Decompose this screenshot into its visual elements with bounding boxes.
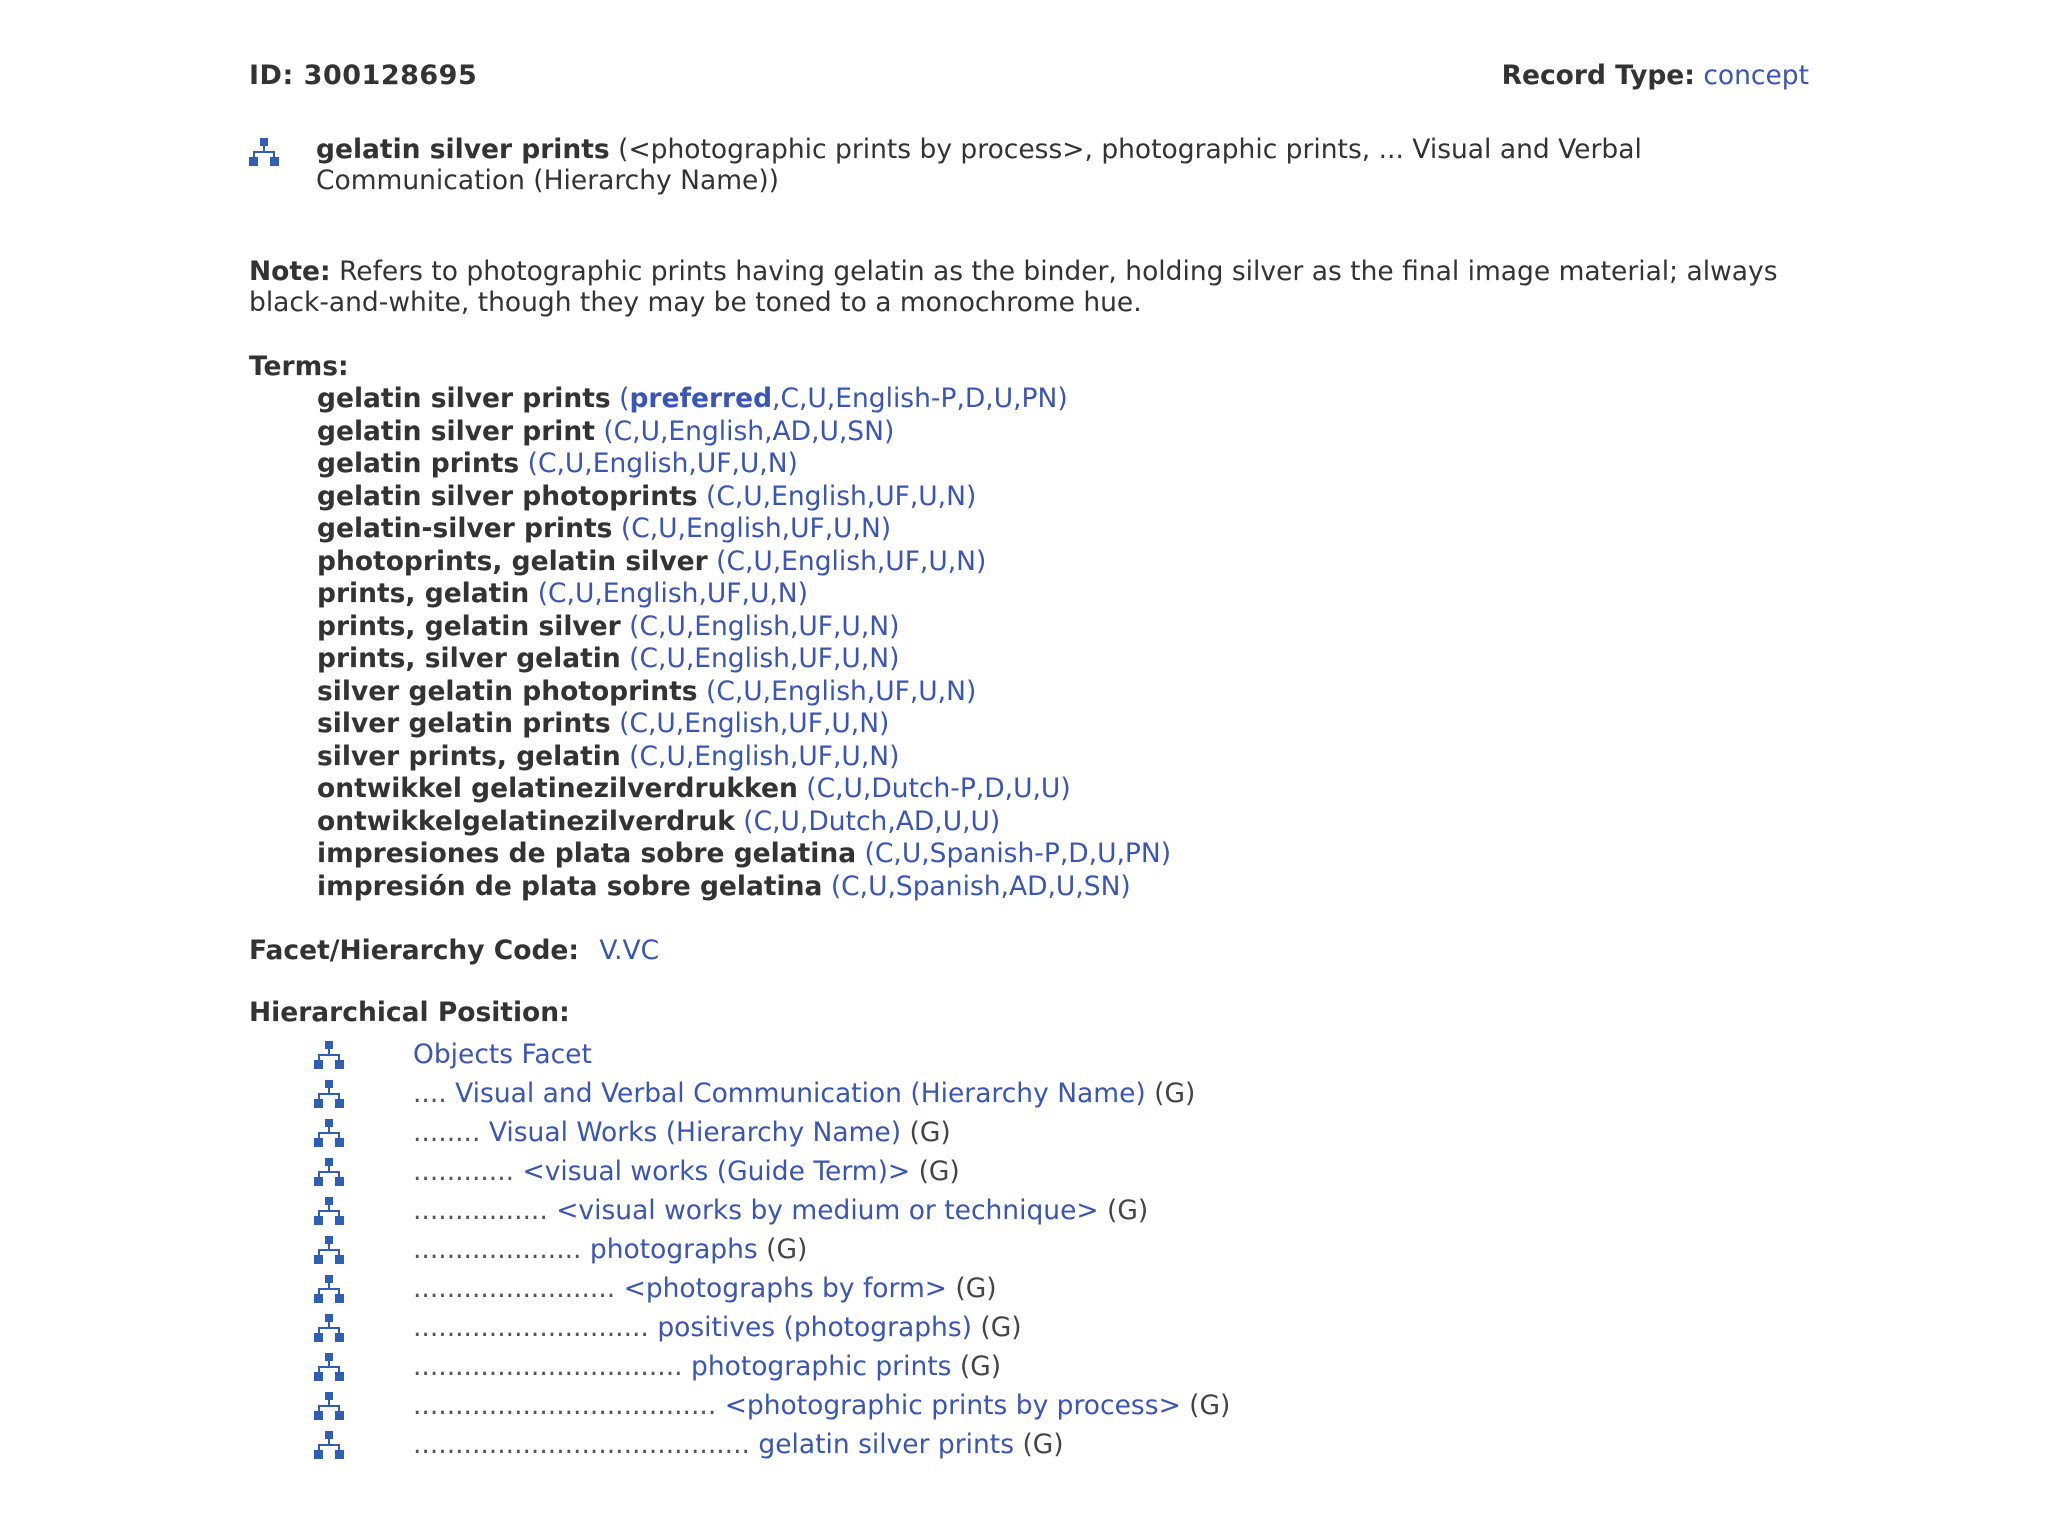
hierarchy-label: Hierarchical Position: bbox=[249, 997, 570, 1028]
hierarchy-suffix: (G) bbox=[1107, 1195, 1149, 1226]
hierarchy-item bbox=[249, 1386, 1809, 1425]
term-close-paren: ) bbox=[1057, 383, 1068, 414]
indent-dots: ................ bbox=[413, 1195, 548, 1226]
term-name: ontwikkelgelatinezilverdruk bbox=[317, 805, 735, 837]
hierarchy-tree-icon[interactable] bbox=[314, 1080, 344, 1108]
title-term: gelatin silver prints bbox=[316, 134, 610, 165]
term-name: prints, silver gelatin bbox=[317, 643, 621, 674]
term-item bbox=[317, 741, 1809, 774]
term-qualifiers[interactable]: C,U,English,UF,U,N bbox=[716, 675, 966, 707]
indent-dots: .................... bbox=[413, 1234, 582, 1265]
hierarchy-suffix: (G) bbox=[909, 1117, 951, 1148]
term-close-paren: ) bbox=[883, 415, 895, 447]
facet-label: Facet/Hierarchy Code: bbox=[249, 935, 579, 966]
term-qualifiers[interactable]: C,U,English,UF,U,N bbox=[639, 740, 890, 772]
hierarchy-tree-icon[interactable] bbox=[314, 1236, 344, 1264]
hierarchy-link[interactable]: Visual and Verbal Communication (Hierarchy Name) bbox=[455, 1078, 1146, 1109]
hierarchy-item bbox=[249, 1035, 1809, 1074]
hierarchy-tree-icon[interactable] bbox=[314, 1275, 344, 1303]
indent-dots: .................................... bbox=[413, 1390, 717, 1421]
hierarchy-item bbox=[249, 1425, 1809, 1464]
hierarchy-item bbox=[249, 1113, 1809, 1152]
hierarchy-list bbox=[249, 1035, 1809, 1464]
term-close-paren: ) bbox=[797, 578, 808, 609]
term-item bbox=[317, 676, 1809, 709]
term-qualifiers[interactable]: C,U,Spanish,AD,U,SN bbox=[841, 870, 1121, 902]
hierarchy-link[interactable]: Objects Facet bbox=[413, 1039, 592, 1070]
term-qualifiers[interactable]: C,U,English,AD,U,SN bbox=[613, 415, 884, 447]
term-open-paren: ( bbox=[629, 643, 640, 674]
note-text: Refers to photographic prints having gelatin as the binder, holding silver as the final image material; always black-and-white, though they may be toned to a monochrome hue. bbox=[249, 256, 1778, 318]
hierarchy-item bbox=[249, 1152, 1809, 1191]
term-item bbox=[317, 708, 1809, 741]
term-name: gelatin silver photoprints bbox=[317, 480, 698, 512]
term-open-paren: ( bbox=[830, 870, 842, 902]
term-open-paren: ( bbox=[806, 773, 817, 804]
term-open-paren: ( bbox=[716, 545, 727, 577]
term-name: ontwikkel gelatinezilverdrukken bbox=[317, 773, 798, 804]
term-item bbox=[317, 838, 1809, 871]
term-item bbox=[317, 643, 1809, 676]
hierarchy-item bbox=[249, 1347, 1809, 1386]
term-name: gelatin-silver prints bbox=[317, 513, 613, 544]
term-open-paren: ( bbox=[743, 805, 754, 837]
term-qualifiers[interactable]: C,U,English,UF,U,N bbox=[639, 643, 890, 674]
indent-dots: ........................................ bbox=[413, 1429, 750, 1460]
term-open-paren: ( bbox=[527, 448, 538, 479]
hierarchy-link[interactable]: gelatin silver prints bbox=[758, 1429, 1014, 1460]
term-name: silver prints, gelatin bbox=[317, 740, 621, 772]
hierarchy-link[interactable]: <visual works by medium or technique> bbox=[556, 1195, 1099, 1226]
record-type-link[interactable]: concept bbox=[1703, 60, 1809, 91]
hierarchy-link[interactable]: <photographic prints by process> bbox=[724, 1390, 1181, 1421]
term-qualifiers[interactable]: C,U,Dutch-P,D,U,U bbox=[816, 773, 1061, 804]
record-id-value: 300128695 bbox=[303, 60, 478, 91]
hierarchy-suffix: (G) bbox=[766, 1234, 808, 1265]
indent-dots: .... bbox=[413, 1078, 447, 1109]
hierarchy-item bbox=[249, 1308, 1809, 1347]
record-id-label: ID: bbox=[249, 60, 294, 91]
scope-note bbox=[249, 256, 1809, 318]
term-close-paren: ) bbox=[879, 708, 890, 739]
term-open-paren: ( bbox=[629, 610, 640, 642]
hierarchy-section bbox=[249, 997, 1809, 1464]
record-type-label: Record Type: bbox=[1501, 60, 1695, 91]
hierarchy-item bbox=[249, 1230, 1809, 1269]
term-name: silver gelatin photoprints bbox=[317, 675, 698, 707]
term-close-paren: ) bbox=[976, 545, 987, 577]
record-id bbox=[249, 60, 477, 92]
title-context: (<photographic prints by process>, photographic prints, ... Visual and Verbal Communication (Hierarchy Name)) bbox=[316, 134, 1642, 196]
term-close-paren: ) bbox=[889, 740, 900, 772]
record-title bbox=[249, 134, 1716, 198]
note-label: Note: bbox=[249, 256, 331, 287]
term-name: photoprints, gelatin silver bbox=[317, 545, 708, 577]
hierarchy-tree-icon[interactable] bbox=[249, 138, 279, 166]
term-open-paren: ( bbox=[864, 838, 875, 869]
term-name: gelatin silver print bbox=[317, 415, 595, 447]
term-open-paren: ( bbox=[537, 578, 549, 609]
hierarchy-suffix: (G) bbox=[1022, 1429, 1064, 1460]
terms-label: Terms: bbox=[249, 351, 349, 382]
term-close-paren: ) bbox=[965, 675, 977, 707]
term-item bbox=[317, 448, 1809, 481]
hierarchy-tree-icon[interactable] bbox=[314, 1119, 344, 1147]
term-name: impresión de plata sobre gelatina bbox=[317, 870, 823, 902]
hierarchy-tree-icon[interactable] bbox=[314, 1392, 344, 1420]
term-qualifiers[interactable]: C,U,Dutch,AD,U,U bbox=[753, 805, 990, 837]
indent-dots: ............ bbox=[413, 1156, 515, 1187]
term-qualifiers[interactable]: C,U,Spanish-P,D,U,PN bbox=[874, 838, 1161, 869]
hierarchy-tree-icon[interactable] bbox=[314, 1314, 344, 1342]
hierarchy-tree-icon[interactable] bbox=[314, 1353, 344, 1381]
term-open-paren: ( bbox=[603, 415, 614, 447]
term-close-paren: ) bbox=[787, 448, 798, 479]
record-type bbox=[1502, 60, 1809, 92]
term-list bbox=[249, 383, 1809, 903]
facet-section bbox=[249, 935, 1809, 967]
term-close-paren: ) bbox=[989, 805, 1001, 837]
term-open-paren: ( bbox=[706, 480, 717, 512]
hierarchy-item bbox=[249, 1191, 1809, 1230]
record-header bbox=[249, 60, 1809, 100]
term-qualifiers[interactable]: C,U,English,UF,U,N bbox=[716, 480, 966, 512]
hierarchy-suffix: (G) bbox=[1154, 1078, 1196, 1109]
term-item bbox=[317, 578, 1809, 611]
term-close-paren: ) bbox=[889, 643, 900, 674]
hierarchy-link[interactable]: Visual Works (Hierarchy Name) bbox=[488, 1117, 902, 1148]
term-name: silver gelatin prints bbox=[317, 708, 611, 739]
term-name: impresiones de plata sobre gelatina bbox=[317, 838, 857, 869]
hierarchy-suffix: (G) bbox=[980, 1312, 1022, 1343]
term-close-paren: ) bbox=[1160, 838, 1172, 869]
term-item bbox=[317, 611, 1809, 644]
record-page bbox=[249, 60, 1809, 1464]
indent-dots: ........ bbox=[413, 1117, 481, 1148]
term-qualifiers[interactable]: C,U,English,UF,U,N bbox=[631, 513, 881, 544]
hierarchy-link[interactable]: positives (photographs) bbox=[657, 1312, 972, 1343]
hierarchy-tree-icon[interactable] bbox=[314, 1041, 344, 1069]
facet-code-link[interactable]: V.VC bbox=[599, 935, 660, 966]
term-qualifiers[interactable]: C,U,English,UF,U,N bbox=[548, 578, 798, 609]
term-item bbox=[317, 481, 1809, 514]
hierarchy-link[interactable]: <visual works (Guide Term)> bbox=[522, 1156, 911, 1187]
term-item bbox=[317, 871, 1809, 904]
term-open-paren: ( bbox=[619, 708, 630, 739]
hierarchy-suffix: (G) bbox=[918, 1156, 960, 1187]
term-item bbox=[317, 383, 1809, 416]
hierarchy-item bbox=[249, 1074, 1809, 1113]
term-close-paren: ) bbox=[965, 480, 977, 512]
term-open-paren: ( bbox=[706, 675, 717, 707]
term-qualifiers[interactable]: ,C,U,English-P,D,U,PN bbox=[772, 383, 1058, 414]
term-close-paren: ) bbox=[880, 513, 892, 544]
hierarchy-link[interactable]: <photographs by form> bbox=[623, 1273, 947, 1304]
term-qualifiers[interactable]: C,U,English,UF,U,N bbox=[629, 708, 880, 739]
term-close-paren: ) bbox=[889, 610, 900, 642]
hierarchy-suffix: (G) bbox=[959, 1351, 1002, 1382]
term-item bbox=[317, 513, 1809, 546]
hierarchy-suffix: (G) bbox=[1189, 1390, 1231, 1421]
term-close-paren: ) bbox=[1060, 773, 1071, 804]
hierarchy-link[interactable]: photographs bbox=[589, 1234, 758, 1265]
hierarchy-tree-icon[interactable] bbox=[314, 1431, 344, 1459]
term-open-paren: ( bbox=[619, 383, 630, 414]
term-qualifiers[interactable]: C,U,English,UF,U,N bbox=[639, 610, 890, 642]
term-item bbox=[317, 546, 1809, 579]
term-preferred-flag[interactable]: preferred bbox=[629, 383, 773, 414]
term-item bbox=[317, 773, 1809, 806]
term-item bbox=[317, 416, 1809, 449]
hierarchy-link[interactable]: photographic prints bbox=[691, 1351, 952, 1382]
term-open-paren: ( bbox=[629, 740, 640, 772]
term-name: gelatin silver prints bbox=[317, 383, 611, 414]
indent-dots: ................................ bbox=[413, 1351, 683, 1382]
term-item bbox=[317, 806, 1809, 839]
hierarchy-suffix: (G) bbox=[955, 1273, 997, 1304]
term-name: gelatin prints bbox=[317, 448, 520, 479]
term-name: prints, gelatin bbox=[317, 578, 530, 609]
term-qualifiers[interactable]: C,U,English,UF,U,N bbox=[726, 545, 977, 577]
term-name: prints, gelatin silver bbox=[317, 610, 621, 642]
indent-dots: ............................ bbox=[413, 1312, 649, 1343]
term-close-paren: ) bbox=[1120, 870, 1131, 902]
term-qualifiers[interactable]: C,U,English,UF,U,N bbox=[537, 448, 788, 479]
hierarchy-item bbox=[249, 1269, 1809, 1308]
indent-dots: ........................ bbox=[413, 1273, 616, 1304]
term-open-paren: ( bbox=[620, 513, 632, 544]
terms-section bbox=[249, 351, 1809, 903]
hierarchy-tree-icon[interactable] bbox=[314, 1197, 344, 1225]
hierarchy-tree-icon[interactable] bbox=[314, 1158, 344, 1186]
